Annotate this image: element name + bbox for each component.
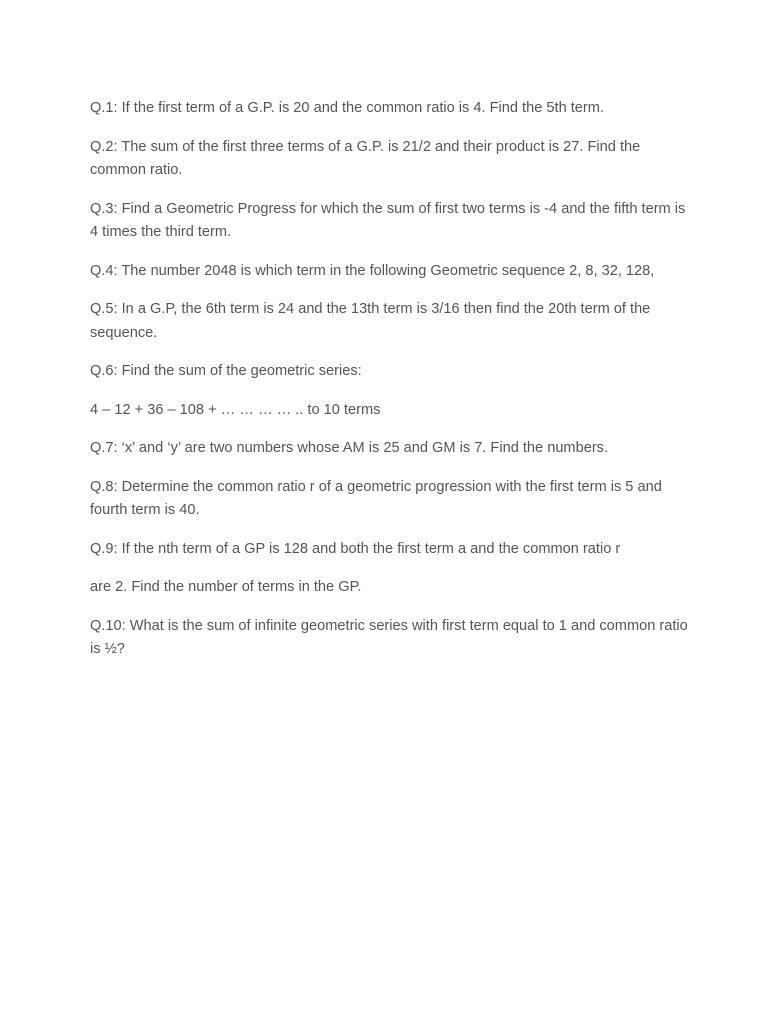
question-2: Q.2: The sum of the first three terms of a G.P. is 21/2 and their product is 27. Find the common ratio. bbox=[90, 138, 641, 178]
question-1: Q.1: If the first term of a G.P. is 20 and the common ratio is 4. Find the 5th term. bbox=[90, 100, 604, 116]
question-6: Q.6: Find the sum of the geometric series: bbox=[90, 363, 362, 379]
question-4: Q.4: The number 2048 is which term in the following Geometric sequence 2, 8, 32, 128, bbox=[90, 262, 655, 279]
question-6-series: 4 – 12 + 36 – 108 + … … … … .. to 10 terms bbox=[90, 401, 381, 418]
question-9-continued: are 2. Find the number of terms in the GP. bbox=[90, 579, 362, 595]
question-7: Q.7: ‘x’ and ‘y’ are two numbers whose AM is 25 and GM is 7. Find the numbers. bbox=[90, 440, 609, 456]
question-9: Q.9: If the nth term of a GP is 128 and both the first term a and the common ratio r bbox=[90, 540, 621, 557]
question-10: Q.10: What is the sum of infinite geometric series with first term equal to 1 and common ratio is ½? bbox=[90, 617, 688, 657]
question-8: Q.8: Determine the common ratio r of a geometric progression with the first term is 5 and fourth term is 40. bbox=[90, 478, 662, 518]
question-5: Q.5: In a G.P, the 6th term is 24 and the 13th term is 3/16 then find the 20th term of the sequence. bbox=[90, 301, 651, 341]
document-page bbox=[90, 97, 690, 677]
question-3: Q.3: Find a Geometric Progress for which the sum of first two terms is -4 and the fifth term is 4 times the third term. bbox=[90, 200, 686, 240]
